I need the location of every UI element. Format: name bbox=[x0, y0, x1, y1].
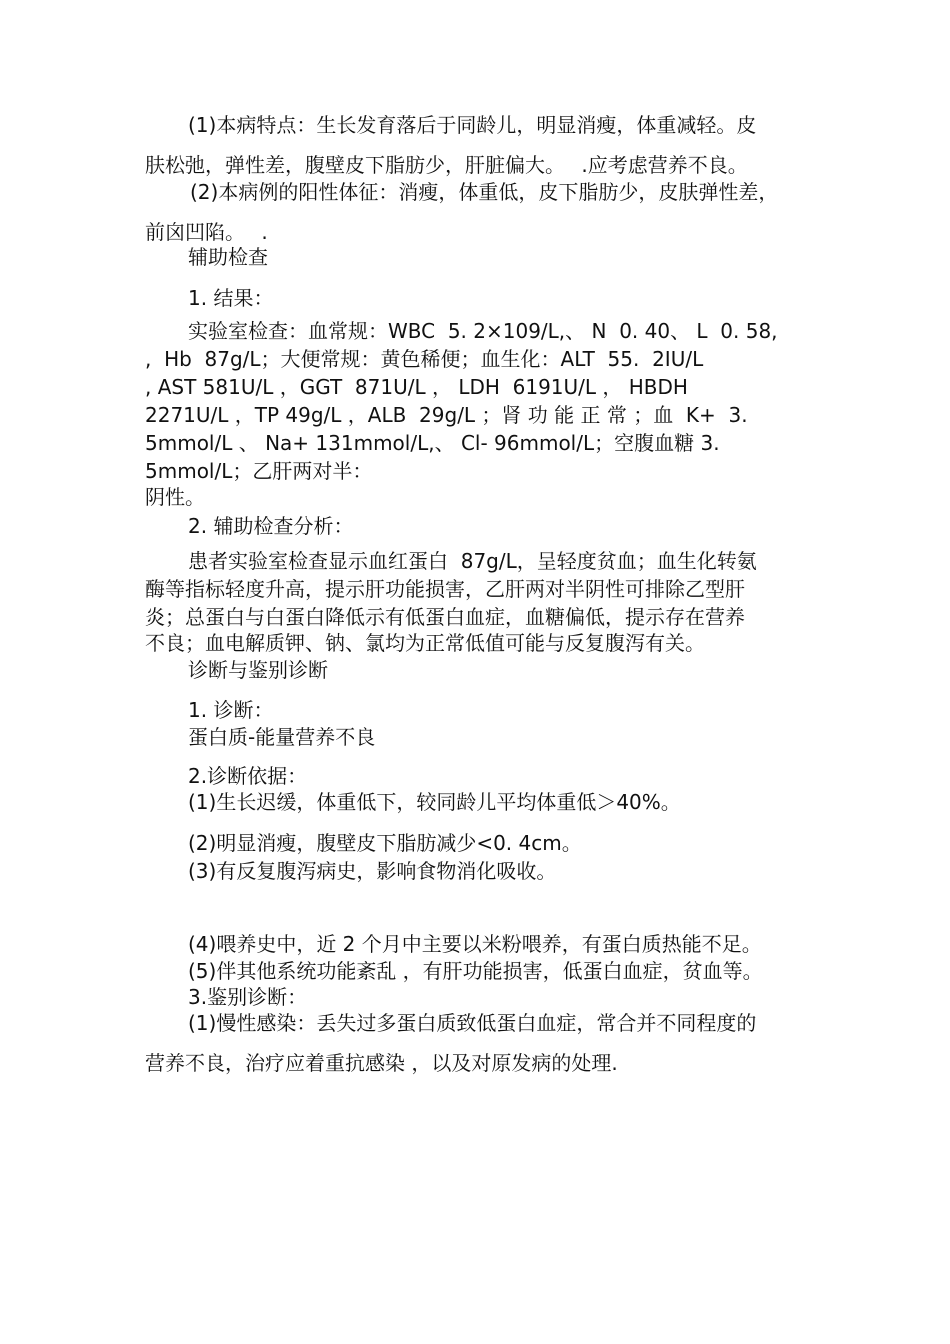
text-line-18: 不良；血电解质钾、钠、氯均为正常低值可能与反复腹泻有关。 bbox=[145, 631, 705, 655]
section-heading-auxiliary-exam: 辅助检查 bbox=[188, 245, 268, 269]
text-line-1: (1)本病特点：生长发育落后于同龄儿，明显消瘦，体重减轻。皮 bbox=[188, 113, 757, 137]
text-line-15: 患者实验室检查显示血红蛋白 87g/L，呈轻度贫血；血生化转氨 bbox=[188, 549, 757, 573]
text-line-12: 5mmol/L；乙肝两对半： bbox=[145, 459, 373, 483]
text-line-28: 3.鉴别诊断： bbox=[188, 985, 308, 1009]
text-line-21: 蛋白质-能量营养不良 bbox=[188, 725, 376, 749]
text-line-29: (1)慢性感染：丢失过多蛋白质致低蛋白血症，常合并不同程度的 bbox=[188, 1011, 757, 1035]
text-line-11: 5mmol/L 、 Na+ 131mmol/L,、 Cl- 96mmol/L；空腹血糖 3. bbox=[145, 431, 720, 455]
text-line-8: , Hb 87g/L；大便常规：黄色稀便；血生化：ALT 55. 2IU/L bbox=[145, 347, 704, 371]
text-line-4: 前囟凹陷。 . bbox=[145, 220, 268, 244]
text-line-13: 阴性。 bbox=[145, 485, 205, 509]
text-line-14: 2. 辅助检查分析： bbox=[188, 514, 354, 538]
text-line-17: 炎；总蛋白与白蛋白降低示有低蛋白血症，血糖偏低，提示存在营养 bbox=[145, 605, 745, 629]
text-line-20: 1. 诊断： bbox=[188, 698, 274, 722]
text-line-9: , AST 581U/L ，GGT 871U/L ， LDH 6191U/L ， HBDH bbox=[145, 375, 688, 399]
text-line-10: 2271U/L ，TP 49g/L ，ALB 29g/L ；肾 功 能 正 常 ；血 K+ 3. bbox=[145, 403, 748, 427]
text-line-7: 实验室检查：血常规：WBC 5. 2×109/L,、 N 0. 40、 L 0. 58, bbox=[188, 319, 778, 343]
section-heading-diagnosis: 诊断与鉴别诊断 bbox=[188, 658, 328, 682]
text-line-22: 2.诊断依据： bbox=[188, 764, 308, 788]
text-line-24: (2)明显消瘦，腹壁皮下脂肪减少<0. 4cm。 bbox=[188, 831, 582, 855]
text-line-23: (1)生长迟缓，体重低下，较同龄儿平均体重低＞40%。 bbox=[188, 790, 681, 814]
text-line-27: (5)伴其他系统功能紊乱 ，有肝功能损害，低蛋白血症，贫血等。 bbox=[188, 959, 763, 983]
text-line-6: 1. 结果： bbox=[188, 286, 274, 310]
text-line-2: 肤松弛，弹性差，腹壁皮下脂肪少，肝脏偏大。 .应考虑营养不良。 bbox=[145, 153, 748, 177]
text-line-25: (3)有反复腹泻病史，影响食物消化吸收。 bbox=[188, 859, 557, 883]
text-line-30: 营养不良，治疗应着重抗感染 ，以及对原发病的处理. bbox=[145, 1051, 618, 1075]
text-line-3: (2)本病例的阳性体征：消瘦，体重低，皮下脂肪少，皮肤弹性差， bbox=[190, 180, 779, 204]
text-line-26: (4)喂养史中，近 2 个月中主要以米粉喂养，有蛋白质热能不足。 bbox=[188, 932, 762, 956]
text-line-16: 酶等指标轻度升高，提示肝功能损害，乙肝两对半阴性可排除乙型肝 bbox=[145, 577, 745, 601]
